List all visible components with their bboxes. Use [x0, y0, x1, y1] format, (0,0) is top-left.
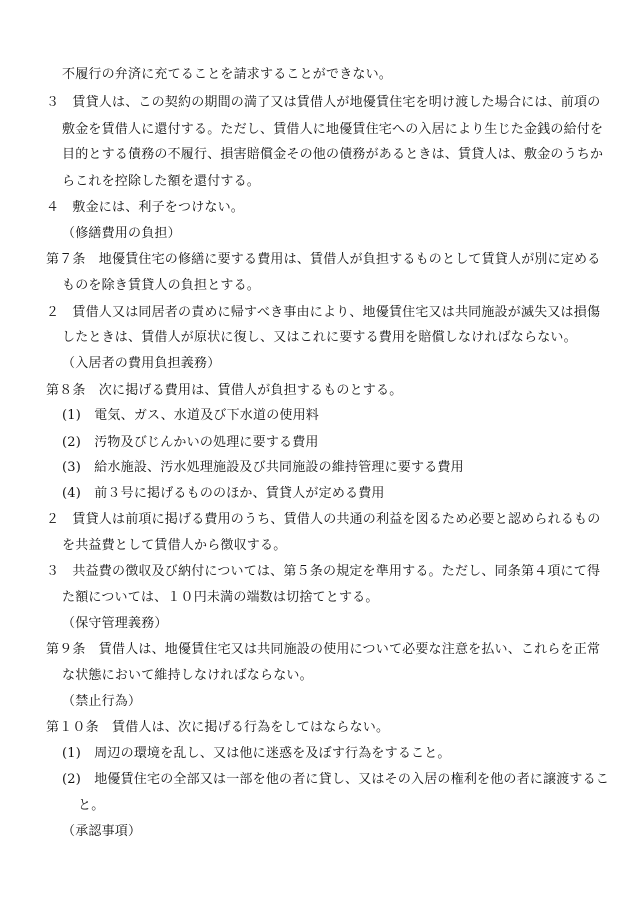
section-heading: （保守管理義務）: [62, 616, 168, 631]
text-line: ２ 賃借人又は同居者の責めに帰すべき事由により、地優賃住宅又は共同施設が滅失又は損傷: [46, 305, 601, 320]
section-heading: （承認事項）: [62, 824, 142, 839]
text-line: な状態において維持しなければならない。: [62, 668, 313, 683]
text-line: 目的とする債務の不履行、損害賠償金その他の債務があるときは、賃貸人は、敷金のうちか: [62, 147, 604, 162]
list-item: (2) 汚物及びじんかいの処理に要する費用: [62, 435, 319, 450]
section-heading: （修繕費用の負担）: [62, 226, 181, 241]
text-line: ４ 敷金には、利子をつけない。: [46, 200, 245, 215]
section-heading: （入居者の費用負担義務）: [62, 356, 221, 371]
list-item: (3) 給水施設、汚水処理施設及び共同施設の維持管理に要する費用: [62, 460, 464, 475]
text-line: 第１０条 賃借人は、次に掲げる行為をしてはならない。: [46, 720, 390, 735]
text-line: を共益費として賃借人から徴収する。: [62, 538, 287, 553]
list-item: (1) 周辺の環境を乱し、又は他に迷惑を及ぼす行為をすること。: [62, 746, 451, 761]
list-item: (2) 地優賃住宅の全部又は一部を他の者に貸し、又はその入居の権利を他の者に譲渡するこ: [62, 772, 610, 787]
text-line: したときは、賃借人が原状に復し、又はこれに要する費用を賠償しなければならない。: [62, 330, 577, 345]
text-line: た額については、１０円未満の端数は切捨てとする。: [62, 590, 379, 605]
text-line: ものを除き賃貸人の負担とする。: [62, 278, 261, 293]
list-item: (1) 電気、ガス、水道及び下水道の使用料: [62, 408, 320, 423]
text-line: 敷金を賃借人に還付する。ただし、賃借人に地優賃住宅への入居により生じた金銭の給付を: [62, 122, 604, 137]
text-line: 不履行の弁済に充てることを請求することができない。: [62, 67, 393, 82]
section-heading: （禁止行為）: [62, 694, 142, 709]
text-line: らこれを控除した額を還付する。: [62, 174, 261, 189]
text-line: ２ 賃貸人は前項に掲げる費用のうち、賃借人の共通の利益を図るため必要と認められるもの: [46, 512, 601, 527]
text-line: と。: [78, 798, 105, 813]
text-line: ３ 共益費の徴収及び納付については、第５条の規定を準用する。ただし、同条第４項にて得: [46, 564, 601, 579]
text-line: 第７条 地優賃住宅の修繕に要する費用は、賃借人が負担するものとして賃貸人が別に定める: [46, 252, 601, 267]
list-item: (4) 前３号に掲げるもののほか、賃貸人が定める費用: [62, 486, 385, 501]
text-line: 第８条 次に掲げる費用は、賃借人が負担するものとする。: [46, 383, 403, 398]
text-line: 第９条 賃借人は、地優賃住宅又は共同施設の使用について必要な注意を払い、これらを正常: [46, 642, 601, 657]
text-line: ３ 賃貸人は、この契約の期間の満了又は賃借人が地優賃住宅を明け渡した場合には、前項の: [46, 95, 601, 110]
